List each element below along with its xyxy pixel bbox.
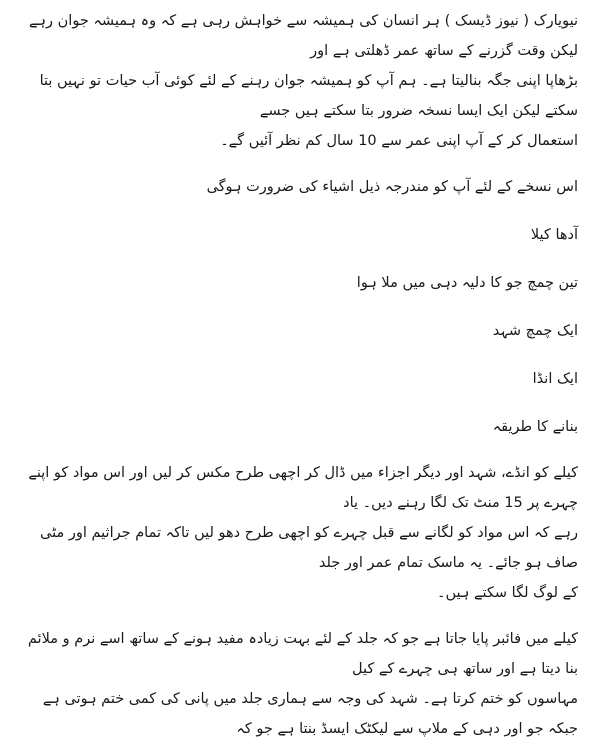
ingredients-list [14,220,578,394]
benefit-line: مہاسوں کو ختم کرتا ہے۔ شہد کی وجہ سے ہماری جلد میں پانی کی کمی ختم ہوتی ہے جبکہ جو اور دہی کے ملاپ سے لیکٹک ایسڈ بنتا ہے جو کہ [42,691,578,737]
benefit-line: کیلے میں فائبر پایا جاتا ہے جو کہ جلد کے لئے بہت زیادہ مفید ہونے کے ساتھ اسے نرم و ملائم بنا دیتا ہے اور ساتھ ہی چہرے کے کیل [27,631,578,677]
ingredient-item: ایک انڈا [532,371,578,387]
ingredients-heading: اس نسخے کے لئے آپ کو مندرجہ ذیل اشیاء کی ضرورت ہوگی [206,179,578,195]
method-paragraph [14,458,578,608]
method-heading: بنانے کا طریقہ [492,419,578,435]
intro-paragraph [14,6,578,156]
benefit-paragraph [14,624,578,744]
method-line: رہے کہ اس مواد کو لگانے سے قبل چہرے کو اچھی طرح دھو لیں تاکہ تمام جراثیم اور مٹی صاف ہو جائے۔ یہ ماسک تمام عمر اور جلد [40,525,578,571]
intro-line: نیویارک ( نیوز ڈیسک ) ہر انسان کی ہمیشہ سے خواہش رہی ہے کہ وہ ہمیشہ جوان رہے لیکن وقت گزرنے کے ساتھ عمر ڈھلتی ہے اور [29,13,578,59]
method-line: کیلے کو انڈے، شہد اور دیگر اجزاء میں ڈال کر اچھی طرح مکس کر لیں اور اس مواد کو اپنے چہرے پر 15 منٹ تک لگا رہنے دیں۔ یاد [28,465,578,511]
method-line: کے لوگ لگا سکتے ہیں۔ [437,585,578,601]
intro-line: استعمال کر کے آپ اپنی عمر سے 10 سال کم نظر آئیں گے۔ [220,133,578,149]
ingredient-item: ایک چمچ شہد [492,323,578,339]
ingredient-item: تین چمچ جو کا دلیہ دہی میں ملا ہوا [356,275,578,291]
intro-line: بڑھاپا اپنی جگہ بنالیتا ہے۔ ہم آپ کو ہمیشہ جوان رہنے کے لئے کوئی آب حیات تو نہیں بتا سکتے لیکن ایک ایسا نسخہ ضرور بتا سکتے ہیں جسے [39,73,578,119]
ingredient-item: آدھا کیلا [530,227,578,243]
